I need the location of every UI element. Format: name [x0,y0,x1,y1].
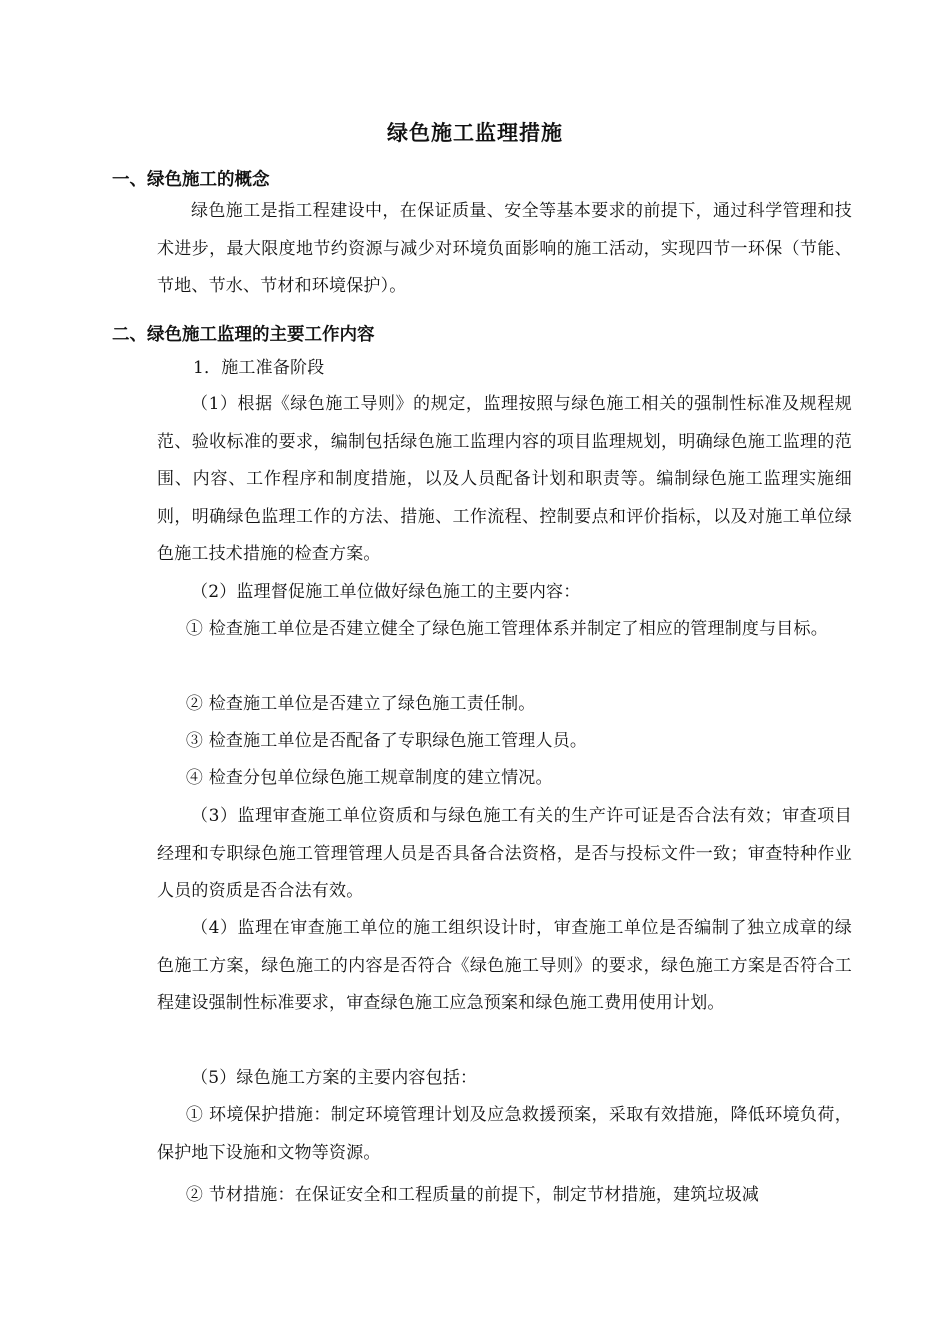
measure-item-environment: ① 环境保护措施：制定环境管理计划及应急救援预案，采取有效措施，降低环境负荷，保护地下设施和文物等资源。 [157,1105,852,1163]
paragraph-item-1: （1）根据《绿色施工导则》的规定，监理按照与绿色施工相关的强制性标准及规程规范、验收标准的要求，编制包括绿色施工监理内容的项目监理规划，明确绿色施工监理的范围、内容、工作程序和制度措施，以及人员配备计划和职责等。编制绿色施工监理实施细则，明确绿色监理工作的方法、措施、工作流程、控制要点和评价指标，以及对施工单位绿色施工技术措施的检查方案。 [157,394,852,564]
subheading-preparation-stage: 1．施工准备阶段 [193,358,325,378]
checklist-item-2: ② 检查施工单位是否建立了绿色施工责任制。 [185,694,536,714]
checklist-item-3: ③ 检查施工单位是否配备了专职绿色施工管理人员。 [185,731,588,751]
checklist-item-4: ④ 检查分包单位绿色施工规章制度的建立情况。 [185,768,553,788]
paragraph-concept-definition: 绿色施工是指工程建设中，在保证质量、安全等基本要求的前提下，通过科学管理和技术进步，最大限度地节约资源与减少对环境负面影响的施工活动，实现四节一环保（节能、节地、节水、节材和环境保护）。 [157,201,852,296]
measure-item-materials: ② 节材措施：在保证安全和工程质量的前提下，制定节材措施，建筑垃圾减 [185,1185,760,1205]
checklist-item-1: ① 检查施工单位是否建立健全了绿色施工管理体系并制定了相应的管理制度与目标。 [185,619,828,639]
section-heading-concept: 一、绿色施工的概念 [112,170,270,190]
paragraph-item-5: （5）绿色施工方案的主要内容包括： [191,1068,478,1088]
section-heading-main-work: 二、绿色施工监理的主要工作内容 [112,325,375,345]
paragraph-item-3: （3）监理审查施工单位资质和与绿色施工有关的生产许可证是否合法有效；审查项目经理和专职绿色施工管理管理人员是否具备合法资格，是否与投标文件一致；审查特种作业人员的资质是否合法有效。 [157,806,852,901]
paragraph-item-2: （2）监理督促施工单位做好绿色施工的主要内容： [191,582,581,602]
document-title: 绿色施工监理措施 [387,121,563,145]
paragraph-item-4: （4）监理在审查施工单位的施工组织设计时，审查施工单位是否编制了独立成章的绿色施工方案，绿色施工的内容是否符合《绿色施工导则》的要求，绿色施工方案是否符合工程建设强制性标准要求，审查绿色施工应急预案和绿色施工费用使用计划。 [157,918,852,1013]
